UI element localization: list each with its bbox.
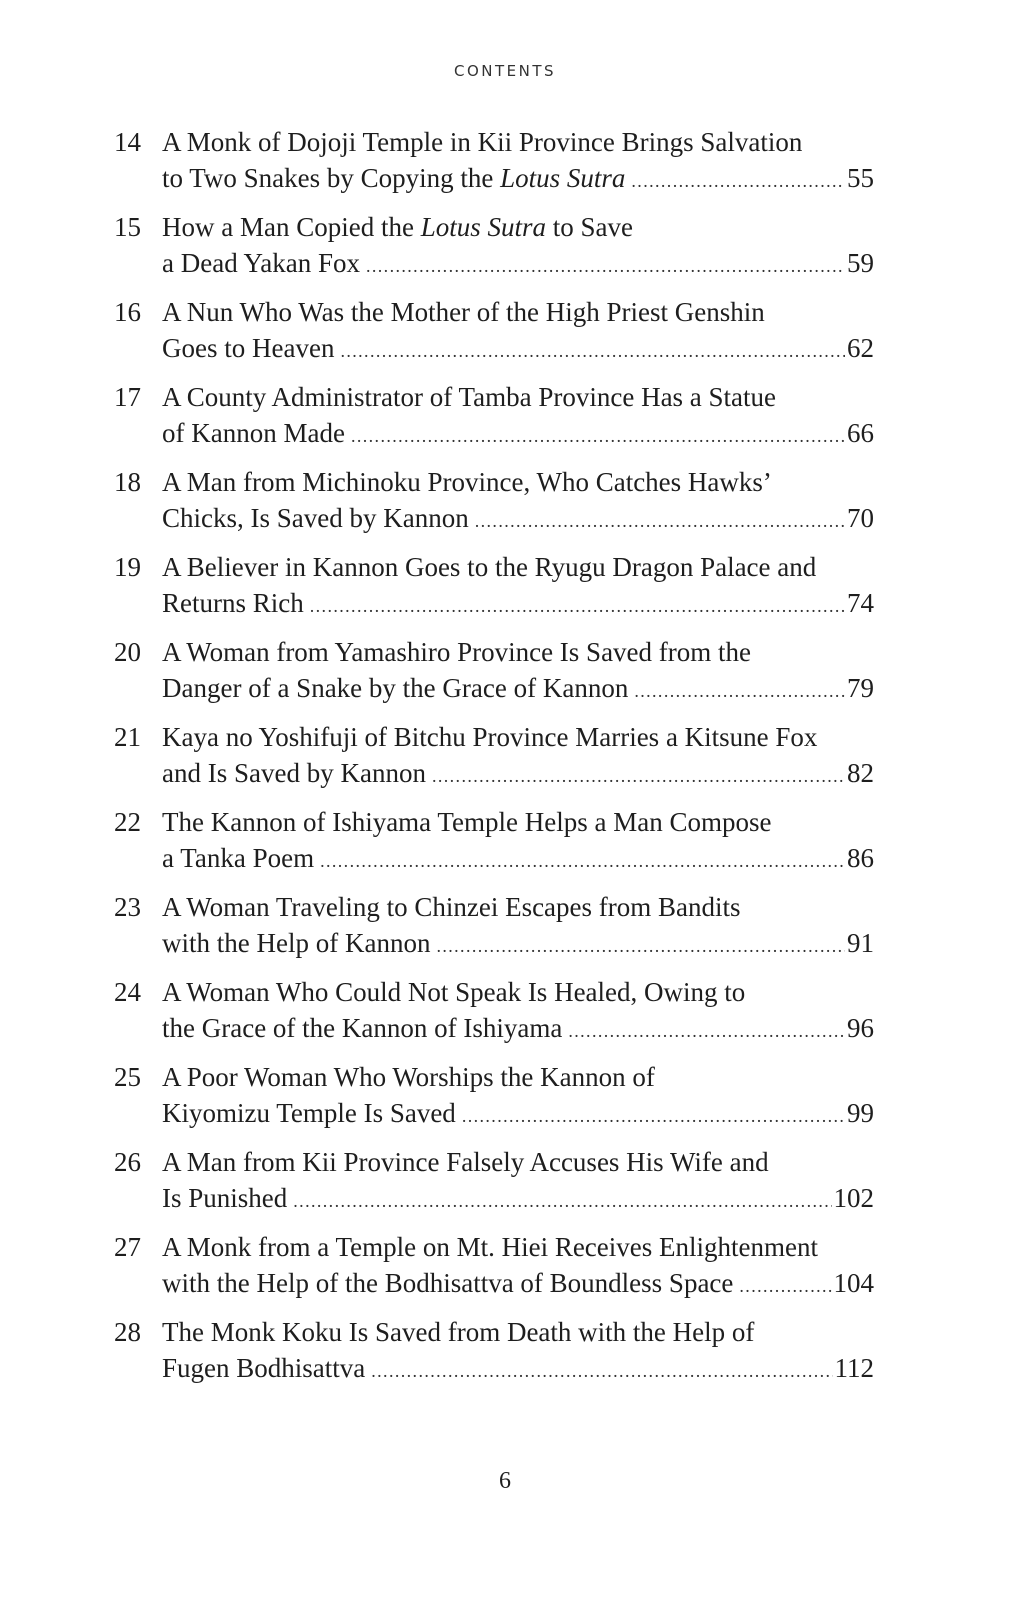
entry-title-line xyxy=(162,719,874,755)
entry-page-number: 66 xyxy=(847,418,874,448)
entry-title-line xyxy=(162,500,874,539)
title-segment: of Kannon Made xyxy=(162,418,345,448)
entry-number: 22 xyxy=(114,807,141,837)
entry-number: 27 xyxy=(114,1232,141,1262)
entry-title-line xyxy=(162,1265,874,1304)
toc-entry xyxy=(114,1059,874,1144)
entry-title-line xyxy=(162,1229,874,1265)
entry-number: 21 xyxy=(114,722,141,752)
title-text xyxy=(162,500,469,536)
entry-title xyxy=(162,719,874,804)
dot-leader xyxy=(310,588,845,624)
toc-entry xyxy=(114,464,874,549)
entry-title-line xyxy=(162,634,874,670)
italic-title-segment: Lotus Sutra xyxy=(420,212,546,242)
title-segment: to Save xyxy=(546,212,633,242)
toc-entry xyxy=(114,1314,874,1399)
entry-page-number: 74 xyxy=(847,588,874,618)
dot-leader xyxy=(351,418,845,454)
title-text xyxy=(162,585,304,621)
entry-title-line xyxy=(162,1180,874,1219)
entry-page-number: 55 xyxy=(847,163,874,193)
title-segment: A Believer in Kannon Goes to the Ryugu Dragon Palace and xyxy=(162,552,817,582)
dot-leader xyxy=(432,758,845,794)
entry-title-line xyxy=(162,549,874,585)
title-text xyxy=(162,160,625,196)
entry-title xyxy=(162,804,874,889)
entry-title xyxy=(162,379,874,464)
dot-leader xyxy=(340,333,845,369)
entry-number: 28 xyxy=(114,1317,141,1347)
title-text xyxy=(162,755,426,791)
entry-title xyxy=(162,1059,874,1144)
dot-leader xyxy=(568,1013,845,1049)
title-segment: with the Help of Kannon xyxy=(162,928,431,958)
dot-leader xyxy=(436,928,845,964)
entry-title-line xyxy=(162,585,874,624)
dot-leader xyxy=(366,248,845,284)
title-segment: A County Administrator of Tamba Province Has a Statue xyxy=(162,382,777,412)
toc-entry xyxy=(114,124,874,209)
title-segment: with the Help of the Bodhisattva of Boundless Space xyxy=(162,1268,734,1298)
entry-title-line xyxy=(162,245,874,284)
title-text xyxy=(162,1350,365,1386)
entry-page-number: 104 xyxy=(833,1268,874,1298)
entry-number: 16 xyxy=(114,297,141,327)
entry-title-line xyxy=(162,974,874,1010)
title-text xyxy=(162,840,314,876)
entry-page-number: 112 xyxy=(834,1353,874,1383)
entry-number: 14 xyxy=(114,127,141,157)
table-of-contents xyxy=(114,124,874,1399)
entry-title xyxy=(162,1144,874,1229)
entry-title xyxy=(162,464,874,549)
title-segment: A Man from Michinoku Province, Who Catches Hawks’ xyxy=(162,467,772,497)
title-segment: The Monk Koku Is Saved from Death with the Help of xyxy=(162,1317,755,1347)
entry-page-number: 99 xyxy=(847,1098,874,1128)
toc-entry xyxy=(114,974,874,1059)
toc-entry xyxy=(114,634,874,719)
dot-leader xyxy=(739,1268,831,1304)
running-head: CONTENTS xyxy=(453,62,557,80)
entry-number: 24 xyxy=(114,977,141,1007)
entry-page-number: 96 xyxy=(847,1013,874,1043)
entry-title-line xyxy=(162,330,874,369)
entry-number: 20 xyxy=(114,637,141,667)
title-segment: A Woman Traveling to Chinzei Escapes from Bandits xyxy=(162,892,741,922)
title-segment: A Woman Who Could Not Speak Is Healed, Owing to xyxy=(162,977,746,1007)
entry-number: 17 xyxy=(114,382,141,412)
title-text xyxy=(162,925,430,961)
title-text xyxy=(162,245,360,281)
title-text xyxy=(162,1010,562,1046)
entry-title xyxy=(162,634,874,719)
title-segment: and Is Saved by Kannon xyxy=(162,758,426,788)
entry-title-line xyxy=(162,889,874,925)
title-segment: A Monk of Dojoji Temple in Kii Province Brings Salvation xyxy=(162,127,803,157)
entry-page-number: 59 xyxy=(847,248,874,278)
toc-entry xyxy=(114,1144,874,1229)
entry-title-line xyxy=(162,294,874,330)
title-segment: Goes to Heaven xyxy=(162,333,335,363)
toc-entry xyxy=(114,379,874,464)
entry-title-line xyxy=(162,804,874,840)
title-text xyxy=(162,1095,456,1131)
entry-title-line xyxy=(162,209,874,245)
entry-title-line xyxy=(162,925,874,964)
entry-title xyxy=(162,124,874,209)
dot-leader xyxy=(371,1353,832,1389)
entry-number: 19 xyxy=(114,552,141,582)
entry-title-line xyxy=(162,1144,874,1180)
entry-number: 26 xyxy=(114,1147,141,1177)
entry-title-line xyxy=(162,840,874,879)
toc-entry xyxy=(114,804,874,889)
title-segment: Kaya no Yoshifuji of Bitchu Province Marries a Kitsune Fox xyxy=(162,722,818,752)
title-text xyxy=(162,415,345,451)
entry-page-number: 62 xyxy=(847,333,874,363)
title-segment: A Woman from Yamashiro Province Is Saved from the xyxy=(162,637,752,667)
entry-title-line xyxy=(162,1314,874,1350)
entry-page-number: 86 xyxy=(847,843,874,873)
title-segment: Danger of a Snake by the Grace of Kannon xyxy=(162,673,629,703)
entry-title-line xyxy=(162,1095,874,1134)
dot-leader xyxy=(462,1098,845,1134)
title-segment: Kiyomizu Temple Is Saved xyxy=(162,1098,456,1128)
toc-entry xyxy=(114,549,874,634)
toc-entry xyxy=(114,719,874,804)
entry-title-line xyxy=(162,755,874,794)
italic-title-segment: Lotus Sutra xyxy=(500,163,626,193)
title-text xyxy=(162,330,334,366)
toc-entry xyxy=(114,294,874,379)
title-segment: to Two Snakes by Copying the xyxy=(162,163,501,193)
entry-page-number: 102 xyxy=(833,1183,874,1213)
toc-entry xyxy=(114,889,874,974)
entry-number: 18 xyxy=(114,467,141,497)
dot-leader xyxy=(320,843,845,879)
title-segment: a Tanka Poem xyxy=(162,843,315,873)
page-number: 6 xyxy=(499,1468,511,1494)
title-segment: A Monk from a Temple on Mt. Hiei Receives Enlightenment xyxy=(162,1232,818,1262)
entry-title-line xyxy=(162,415,874,454)
title-segment: A Man from Kii Province Falsely Accuses His Wife and xyxy=(162,1147,769,1177)
entry-page-number: 91 xyxy=(847,928,874,958)
title-segment: Returns Rich xyxy=(162,588,304,618)
entry-title xyxy=(162,209,874,294)
title-segment: the Grace of the Kannon of Ishiyama xyxy=(162,1013,563,1043)
dot-leader xyxy=(475,503,845,539)
toc-entry xyxy=(114,209,874,294)
entry-title xyxy=(162,974,874,1059)
title-segment: The Kannon of Ishiyama Temple Helps a Man Compose xyxy=(162,807,772,837)
title-segment: a Dead Yakan Fox xyxy=(162,248,360,278)
title-segment: A Nun Who Was the Mother of the High Priest Genshin xyxy=(162,297,765,327)
title-segment: Is Punished xyxy=(162,1183,288,1213)
title-segment: A Poor Woman Who Worships the Kannon of xyxy=(162,1062,655,1092)
entry-title-line xyxy=(162,1350,874,1389)
entry-title xyxy=(162,889,874,974)
entry-title xyxy=(162,549,874,634)
title-segment: Chicks, Is Saved by Kannon xyxy=(162,503,469,533)
entry-title-line xyxy=(162,1010,874,1049)
entry-number: 25 xyxy=(114,1062,141,1092)
entry-title-line xyxy=(162,379,874,415)
title-text xyxy=(162,1180,287,1216)
entry-title xyxy=(162,1229,874,1314)
entry-title-line xyxy=(162,670,874,709)
dot-leader xyxy=(634,673,845,709)
entry-title xyxy=(162,294,874,379)
title-text xyxy=(162,670,628,706)
entry-title-line xyxy=(162,464,874,500)
entry-number: 23 xyxy=(114,892,141,922)
entry-title-line xyxy=(162,124,874,160)
entry-title-line xyxy=(162,160,874,199)
title-segment: How a Man Copied the xyxy=(162,212,421,242)
entry-page-number: 70 xyxy=(847,503,874,533)
entry-title xyxy=(162,1314,874,1399)
dot-leader xyxy=(631,163,845,199)
entry-page-number: 79 xyxy=(847,673,874,703)
dot-leader xyxy=(293,1183,831,1219)
title-segment: Fugen Bodhisattva xyxy=(162,1353,366,1383)
entry-page-number: 82 xyxy=(847,758,874,788)
title-text xyxy=(162,1265,733,1301)
entry-number: 15 xyxy=(114,212,141,242)
entry-title-line xyxy=(162,1059,874,1095)
toc-entry xyxy=(114,1229,874,1314)
